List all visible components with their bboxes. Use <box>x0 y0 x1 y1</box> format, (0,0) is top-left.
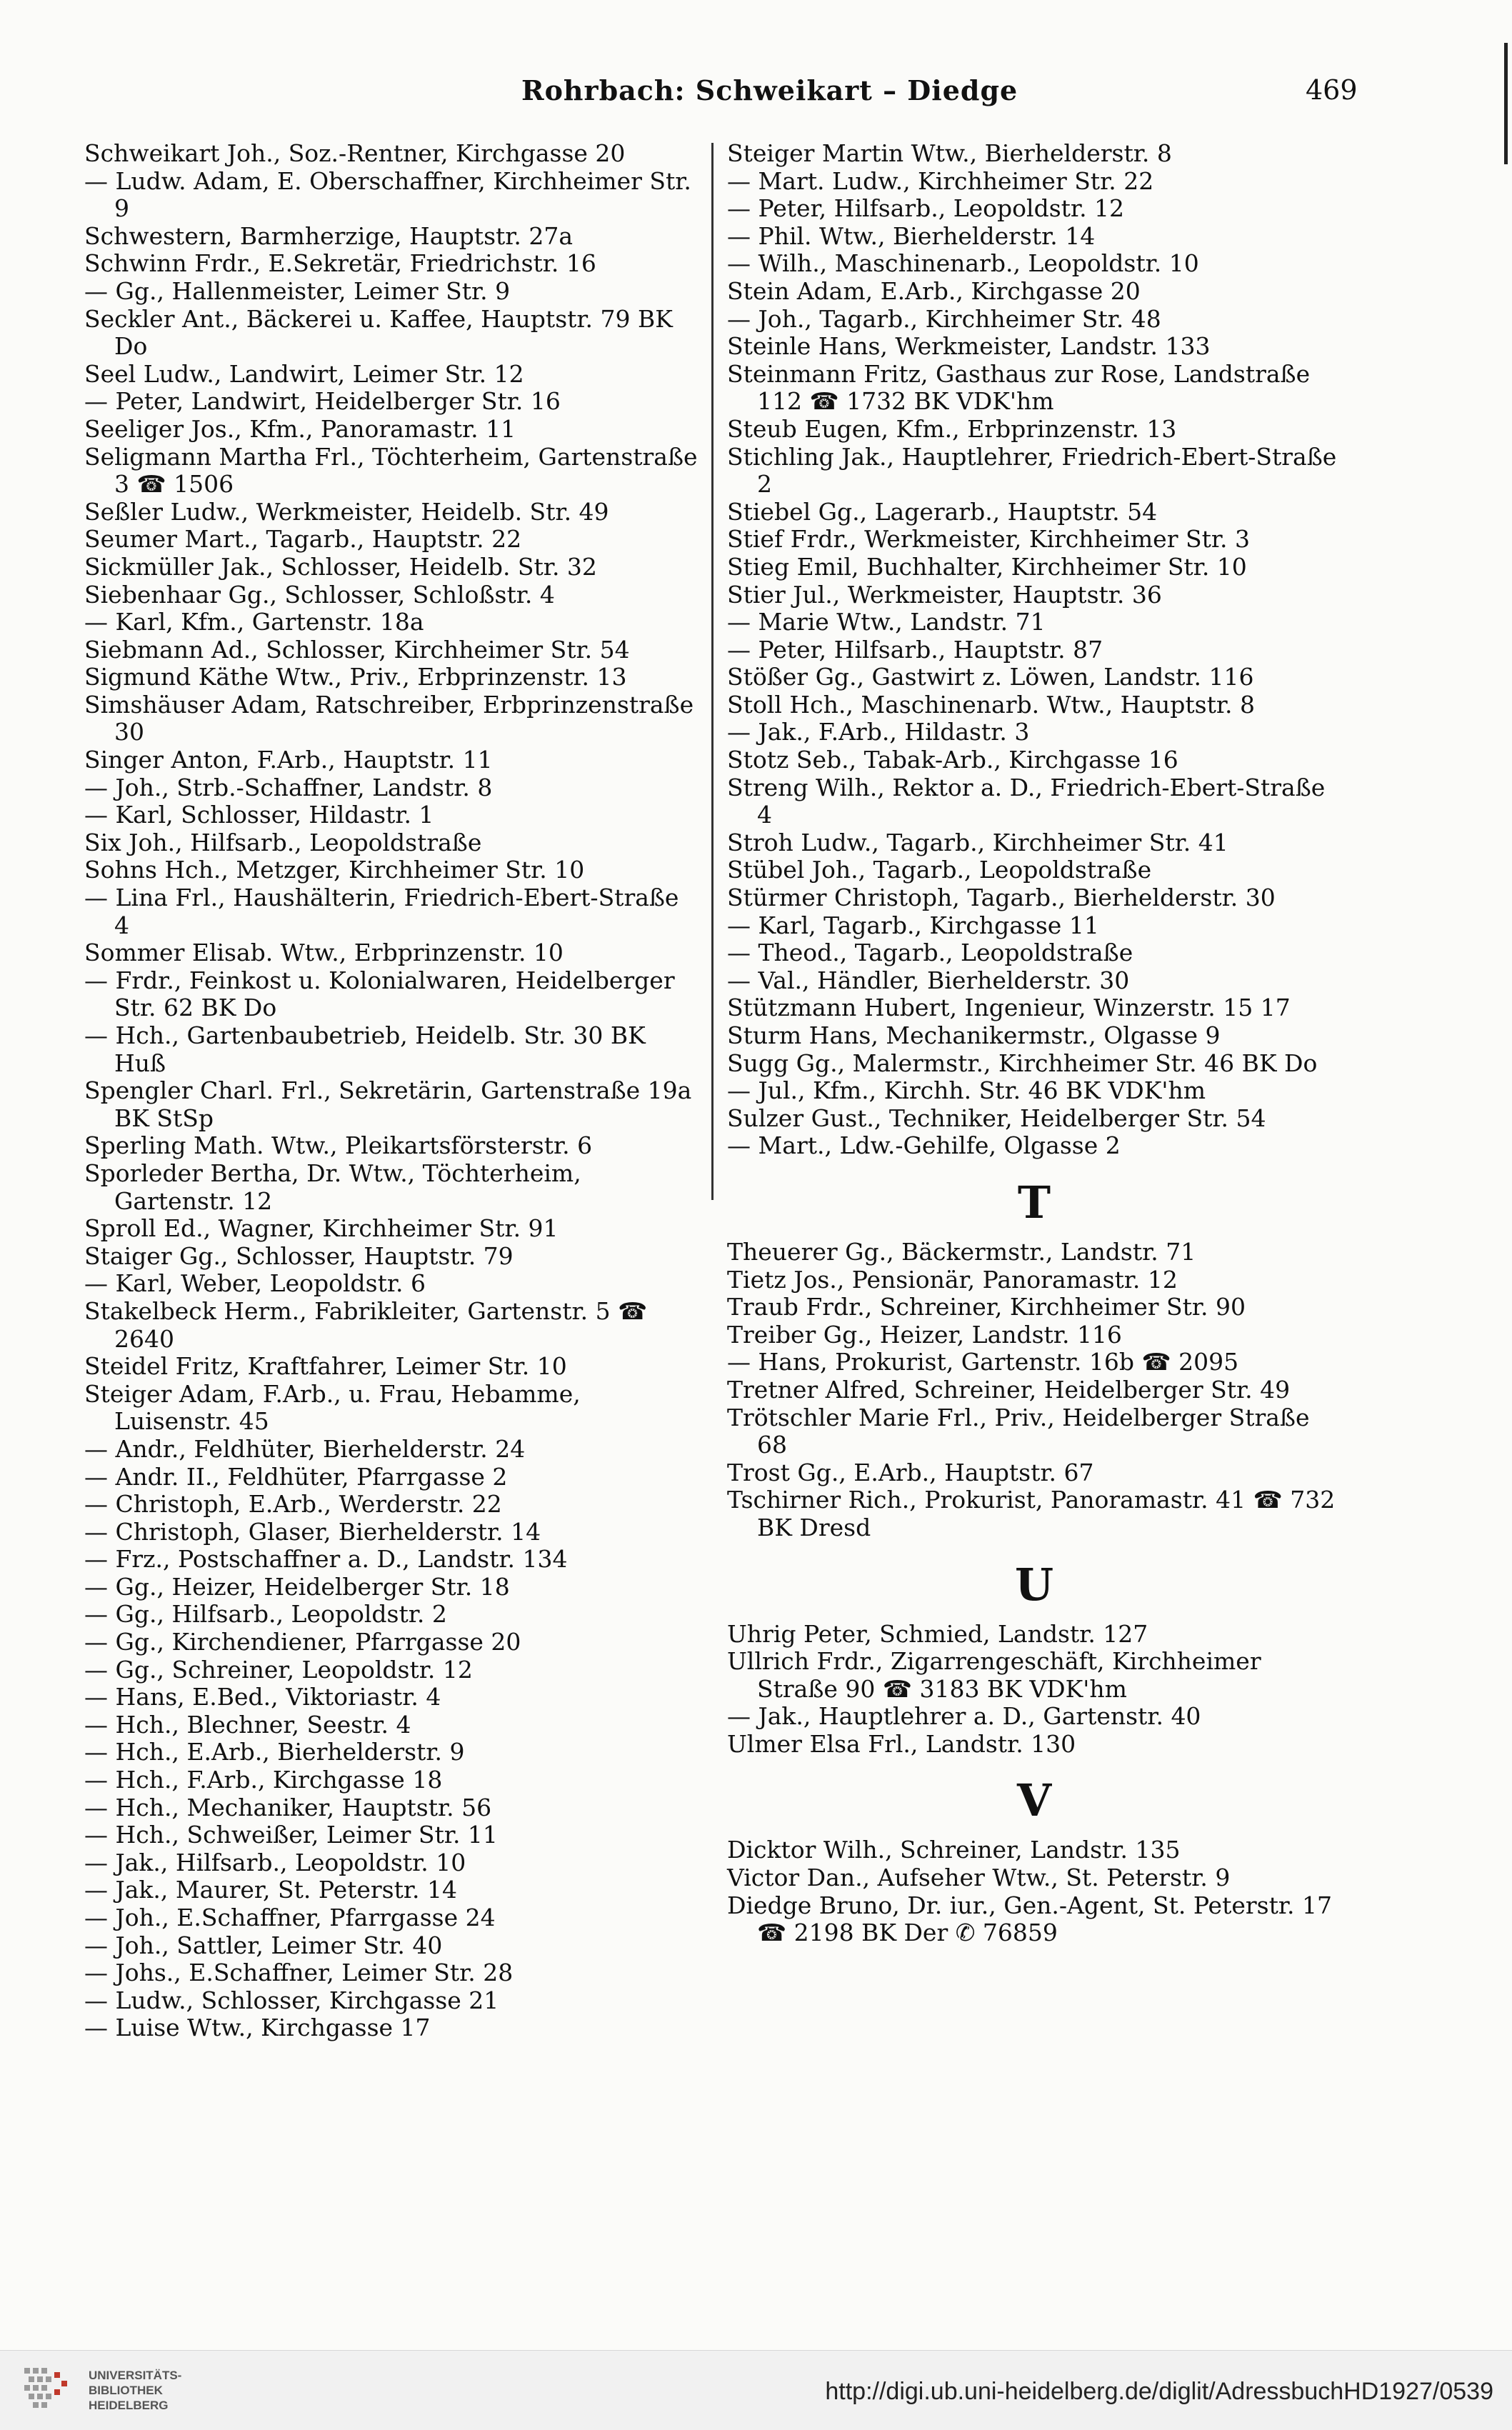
university-seal-icon <box>17 2362 81 2416</box>
directory-entry: — Mart., Ldw.-Gehilfe, Olgasse 2 <box>727 1131 1121 1160</box>
directory-entry: Trost Gg., E.Arb., Hauptstr. 67 <box>727 1458 1094 1486</box>
directory-entry: — Phil. Wtw., Bierhelderstr. 14 <box>727 221 1096 250</box>
directory-entry: — Hans, E.Bed., Viktoriastr. 4 <box>84 1683 441 1711</box>
directory-entry: Siebenhaar Gg., Schlosser, Schloßstr. 4 <box>84 580 555 609</box>
directory-entry: Seel Ludw., Landwirt, Leimer Str. 12 <box>84 359 524 388</box>
page-number: 469 <box>1306 74 1358 106</box>
library-name-line: UNIVERSITÄTS- <box>89 2369 182 2382</box>
directory-entry: Stein Adam, E.Arb., Kirchgasse 20 <box>727 276 1141 305</box>
column-divider <box>711 143 714 1200</box>
directory-entry: Seckler Ant., Bäckerei u. Kaffee, Hauptstr. 79 BK Do <box>84 304 673 361</box>
directory-entry: — Frdr., Feinkost u. Kolonialwaren, Heidelberger Str. 62 BK Do <box>84 966 675 1022</box>
directory-entry: — Johs., E.Schaffner, Leimer Str. 28 <box>84 1959 514 1987</box>
directory-entry: — Peter, Hilfsarb., Leopoldstr. 12 <box>727 194 1125 223</box>
directory-entry: — Joh., Sattler, Leimer Str. 40 <box>84 1931 443 1959</box>
directory-entry: Stoll Hch., Maschinenarb. Wtw., Hauptstr. 8 <box>727 690 1255 719</box>
directory-entry: Diedge Bruno, Dr. iur., Gen.-Agent, St. Peterstr. 17 ☎ 2198 BK Der ✆ 76859 <box>727 1891 1332 1947</box>
directory-entry: — Hans, Prokurist, Gartenstr. 16b ☎ 2095 <box>727 1348 1239 1376</box>
directory-entry: — Karl, Tagarb., Kirchgasse 11 <box>727 911 1099 939</box>
directory-entry: — Jul., Kfm., Kirchh. Str. 46 BK VDK'hm <box>727 1076 1206 1105</box>
directory-entry: Sommer Elisab. Wtw., Erbprinzenstr. 10 <box>84 939 564 967</box>
directory-entry: — Frz., Postschaffner a. D., Landstr. 134 <box>84 1545 568 1574</box>
directory-entry: — Hch., Mechaniker, Hauptstr. 56 <box>84 1793 492 1821</box>
directory-entry: Stroh Ludw., Tagarb., Kirchheimer Str. 41 <box>727 828 1228 856</box>
directory-entry: Siebmann Ad., Schlosser, Kirchheimer Str. 54 <box>84 635 630 664</box>
directory-entry: Stief Frdr., Werkmeister, Kirchheimer Str. 3 <box>727 525 1250 554</box>
directory-entry: Steiger Martin Wtw., Bierhelderstr. 8 <box>727 139 1172 167</box>
directory-entry: — Karl, Kfm., Gartenstr. 18a <box>84 608 424 636</box>
directory-entry: — Theod., Tagarb., Leopoldstraße <box>727 939 1133 967</box>
directory-entry: Treiber Gg., Heizer, Landstr. 116 <box>727 1320 1122 1349</box>
directory-entry: — Hch., F.Arb., Kirchgasse 18 <box>84 1766 443 1794</box>
directory-entry: — Gg., Hilfsarb., Leopoldstr. 2 <box>84 1600 447 1629</box>
directory-entry: — Mart. Ludw., Kirchheimer Str. 22 <box>727 166 1154 195</box>
letter-section-heading: U <box>1014 1558 1054 1611</box>
directory-entry: — Karl, Weber, Leopoldstr. 6 <box>84 1269 426 1298</box>
directory-entry: Seeliger Jos., Kfm., Panoramastr. 11 <box>84 414 516 443</box>
directory-entry: Stübel Joh., Tagarb., Leopoldstraße <box>727 856 1152 884</box>
letter-section-heading: T <box>1017 1176 1051 1229</box>
directory-entry: Uhrig Peter, Schmied, Landstr. 127 <box>727 1619 1148 1648</box>
directory-entry: Sickmüller Jak., Schlosser, Heidelb. Str. 32 <box>84 552 597 581</box>
left-column <box>84 140 699 2042</box>
directory-entry: Seumer Mart., Tagarb., Hauptstr. 22 <box>84 525 522 554</box>
directory-entry: Staiger Gg., Schlosser, Hauptstr. 79 <box>84 1241 514 1270</box>
directory-entry: — Marie Wtw., Landstr. 71 <box>727 608 1046 636</box>
directory-entry: Sporleder Bertha, Dr. Wtw., Töchterheim, Gartenstr. 12 <box>84 1159 581 1215</box>
library-name-line: BIBLIOTHEK <box>89 2384 163 2397</box>
directory-entry: — Joh., Tagarb., Kirchheimer Str. 48 <box>727 304 1161 333</box>
library-name <box>89 2368 181 2413</box>
directory-entry: — Peter, Hilfsarb., Hauptstr. 87 <box>727 635 1103 664</box>
directory-entry: — Jak., Maurer, St. Peterstr. 14 <box>84 1876 457 1904</box>
directory-entry: Streng Wilh., Rektor a. D., Friedrich-Ebert-Straße 4 <box>727 773 1326 829</box>
directory-entry: Simshäuser Adam, Ratschreiber, Erbprinzenstraße 30 <box>84 690 694 746</box>
directory-entry: — Joh., Strb.-Schaffner, Landstr. 8 <box>84 773 493 801</box>
directory-entry: Stotz Seb., Tabak-Arb., Kirchgasse 16 <box>727 746 1178 774</box>
directory-entry: Stiebel Gg., Lagerarb., Hauptstr. 54 <box>727 497 1158 526</box>
directory-entry: — Ludw. Adam, E. Oberschaffner, Kirchheimer Str. 9 <box>84 166 691 223</box>
directory-entry: Steub Eugen, Kfm., Erbprinzenstr. 13 <box>727 414 1177 443</box>
directory-entry: Sugg Gg., Malermstr., Kirchheimer Str. 46 BK Do <box>727 1049 1318 1077</box>
directory-entry: — Gg., Hallenmeister, Leimer Str. 9 <box>84 276 511 305</box>
directory-entry: Stützmann Hubert, Ingenieur, Winzerstr. 15 17 <box>727 994 1291 1022</box>
directory-entry: Schwinn Frdr., E.Sekretär, Friedrichstr. 16 <box>84 249 596 278</box>
directory-entry: Stichling Jak., Hauptlehrer, Friedrich-Ebert-Straße 2 <box>727 442 1337 499</box>
directory-entry: Seligmann Martha Frl., Töchterheim, Gartenstraße 3 ☎ 1506 <box>84 442 698 499</box>
directory-entry: — Karl, Schlosser, Hildastr. 1 <box>84 801 434 829</box>
directory-entry: Ullrich Frdr., Zigarrengeschäft, Kirchheimer Straße 90 ☎ 3183 BK VDK'hm <box>727 1647 1261 1703</box>
directory-entry: Sigmund Käthe Wtw., Priv., Erbprinzenstr. 13 <box>84 663 627 691</box>
directory-entry: Steinmann Fritz, Gasthaus zur Rose, Landstraße 112 ☎ 1732 BK VDK'hm <box>727 359 1311 416</box>
directory-entry: Sproll Ed., Wagner, Kirchheimer Str. 91 <box>84 1214 559 1243</box>
directory-entry: — Christoph, E.Arb., Werderstr. 22 <box>84 1490 502 1519</box>
directory-entry: — Luise Wtw., Kirchgasse 17 <box>84 2014 431 2042</box>
directory-entry: Stier Jul., Werkmeister, Hauptstr. 36 <box>727 580 1162 609</box>
directory-entry: Schwestern, Barmherzige, Hauptstr. 27a <box>84 221 574 250</box>
directory-entry: Tschirner Rich., Prokurist, Panoramastr. 41 ☎ 732 BK Dresd <box>727 1486 1336 1541</box>
directory-entry: — Jak., F.Arb., Hildastr. 3 <box>727 718 1030 746</box>
directory-entry: Tietz Jos., Pensionär, Panoramastr. 12 <box>727 1265 1178 1294</box>
library-name-line: HEIDELBERG <box>89 2399 169 2412</box>
page-header <box>0 74 1512 117</box>
directory-entry: Traub Frdr., Schreiner, Kirchheimer Str. 90 <box>727 1293 1246 1321</box>
right-column <box>727 140 1341 1947</box>
directory-entry: Seßler Ludw., Werkmeister, Heidelb. Str. 49 <box>84 497 609 526</box>
directory-entry: Sohns Hch., Metzger, Kirchheimer Str. 10 <box>84 856 585 884</box>
directory-entry: — Jak., Hilfsarb., Leopoldstr. 10 <box>84 1848 466 1876</box>
directory-entry: Steiger Adam, F.Arb., u. Frau, Hebamme, Luisenstr. 45 <box>84 1379 581 1436</box>
running-head: Rohrbach: Schweikart – Diedge <box>521 74 1018 106</box>
directory-entry: — Andr., Feldhüter, Bierhelderstr. 24 <box>84 1434 526 1463</box>
scan-edge-line <box>1504 43 1508 164</box>
directory-entry: Tretner Alfred, Schreiner, Heidelberger Str. 49 <box>727 1375 1291 1404</box>
directory-entry: — Ludw., Schlosser, Kirchgasse 21 <box>84 1986 499 2014</box>
letter-section-heading: V <box>1016 1774 1052 1827</box>
directory-entry: — Hch., Blechner, Seestr. 4 <box>84 1710 411 1739</box>
directory-entry: — Andr. II., Feldhüter, Pfarrgasse 2 <box>84 1462 508 1491</box>
directory-entry: Ulmer Elsa Frl., Landstr. 130 <box>727 1729 1076 1758</box>
directory-entry: Victor Dan., Aufseher Wtw., St. Peterstr. 9 <box>727 1864 1231 1892</box>
directory-entry: Sturm Hans, Mechanikermstr., Olgasse 9 <box>727 1021 1221 1049</box>
directory-entry: Six Joh., Hilfsarb., Leopoldstraße <box>84 828 482 856</box>
directory-entry: — Wilh., Maschinenarb., Leopoldstr. 10 <box>727 249 1199 278</box>
directory-entry: — Gg., Kirchendiener, Pfarrgasse 20 <box>84 1628 521 1656</box>
directory-entry: — Val., Händler, Bierhelderstr. 30 <box>727 966 1130 994</box>
directory-entry: Stakelbeck Herm., Fabrikleiter, Gartenstr. 5 ☎ 2640 <box>84 1296 648 1353</box>
directory-entry: Dicktor Wilh., Schreiner, Landstr. 135 <box>727 1836 1181 1864</box>
directory-entry: Spengler Charl. Frl., Sekretärin, Gartenstraße 19a BK StSp <box>84 1076 692 1132</box>
directory-entry: — Christoph, Glaser, Bierhelderstr. 14 <box>84 1517 541 1546</box>
directory-entry: Steidel Fritz, Kraftfahrer, Leimer Str. 10 <box>84 1352 567 1381</box>
directory-entry: Stieg Emil, Buchhalter, Kirchheimer Str. 10 <box>727 552 1247 581</box>
directory-entry: — Gg., Heizer, Heidelberger Str. 18 <box>84 1572 510 1601</box>
directory-entry: Sperling Math. Wtw., Pleikartsförsterstr. 6 <box>84 1131 593 1160</box>
directory-entry: — Hch., E.Arb., Bierhelderstr. 9 <box>84 1738 465 1766</box>
directory-entry: — Hch., Gartenbaubetrieb, Heidelb. Str. 30 BK Huß <box>84 1021 646 1077</box>
directory-entry: Stößer Gg., Gastwirt z. Löwen, Landstr. 116 <box>727 663 1254 691</box>
directory-entry: Sulzer Gust., Techniker, Heidelberger Str. 54 <box>727 1104 1266 1132</box>
directory-entry: — Peter, Landwirt, Heidelberger Str. 16 <box>84 387 561 416</box>
directory-entry: Stürmer Christoph, Tagarb., Bierhelderstr. 30 <box>727 884 1276 912</box>
directory-entry: — Hch., Schweißer, Leimer Str. 11 <box>84 1821 498 1849</box>
directory-entry: — Lina Frl., Haushälterin, Friedrich-Ebert-Straße 4 <box>84 884 679 939</box>
directory-entry: — Jak., Hauptlehrer a. D., Gartenstr. 40 <box>727 1702 1201 1731</box>
directory-entry: Trötschler Marie Frl., Priv., Heidelberger Straße 68 <box>727 1403 1310 1459</box>
directory-entry: — Gg., Schreiner, Leopoldstr. 12 <box>84 1655 473 1684</box>
directory-entry: Schweikart Joh., Soz.-Rentner, Kirchgasse 20 <box>84 139 626 167</box>
directory-entry: Singer Anton, F.Arb., Hauptstr. 11 <box>84 746 493 774</box>
directory-entry: Theuerer Gg., Bäckermstr., Landstr. 71 <box>727 1237 1196 1266</box>
directory-entry: — Joh., E.Schaffner, Pfarrgasse 24 <box>84 1904 496 1931</box>
directory-entry: Steinle Hans, Werkmeister, Landstr. 133 <box>727 332 1211 361</box>
source-url-link[interactable]: http://digi.ub.uni-heidelberg.de/diglit/AdressbuchHD1927/0539 <box>825 2378 1493 2405</box>
footer-bar <box>0 2350 1512 2430</box>
